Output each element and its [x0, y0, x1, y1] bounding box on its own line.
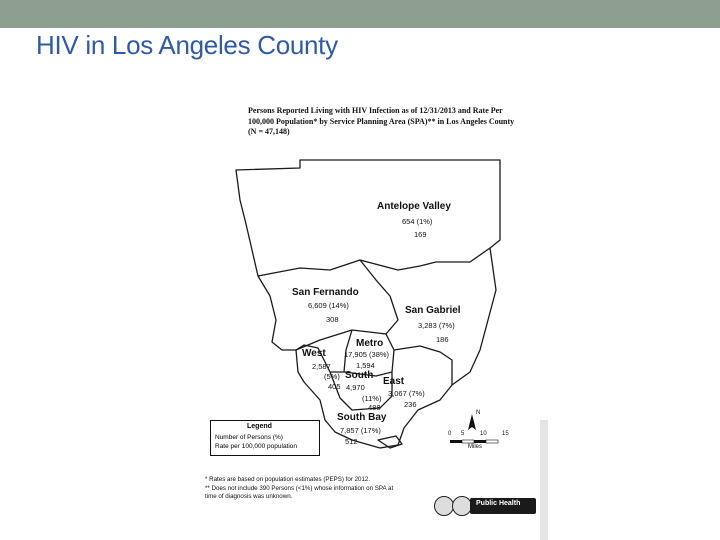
region-count-antelope-valley: 654 (1%) [402, 217, 433, 226]
scale-tick-15: 15 [502, 431, 509, 437]
region-rate-san-gabriel: 186 [436, 335, 449, 344]
region-name-west: West [302, 348, 326, 359]
legend-line-count: Number of Persons (%) [215, 434, 283, 441]
region-rate-san-fernando: 308 [326, 315, 339, 324]
scale-bar [446, 410, 516, 461]
department-seal-icon [452, 496, 472, 516]
scale-tick-5: 5 [461, 431, 465, 437]
region-count-south-pct: (11%) [362, 394, 382, 403]
scale-unit: Miles [468, 444, 483, 450]
region-count-south-bay: 7,857 (17%) [340, 426, 381, 435]
slide-title: HIV in Los Angeles County [36, 30, 338, 60]
region-name-east: East [383, 376, 405, 387]
region-count-east: 3,067 (7%) [388, 389, 425, 398]
scale-tick-0: 0 [448, 431, 452, 437]
map-title: Persons Reported Living with HIV Infection as of 12/31/2013 and Rate Per 100,000 Population* by Service Planning Area (SPA)** in Los Angeles County (N = 47,148) [248, 106, 515, 136]
footnote-1: * Rates are based on population estimates (PEPS) for 2012. [205, 476, 371, 483]
region-name-south: South [345, 370, 374, 381]
region-rate-east: 236 [404, 400, 417, 409]
region-rate-south: 488 [368, 403, 381, 412]
map-footnotes [205, 476, 405, 502]
public-health-logo-text: Public Health [476, 500, 521, 507]
county-seal-icon [434, 496, 454, 516]
agency-logos [432, 494, 542, 520]
footnote-2: ** Does not include 390 Persons (<1%) whose information on SPA at time of diagnosis was unknown. [205, 484, 394, 500]
boundary-sanfernando-sangabriel [360, 260, 398, 334]
scale-tick-10: 10 [480, 431, 487, 437]
boundary-antelope [258, 248, 490, 276]
legend-title: Legend [247, 423, 272, 430]
map-legend [210, 420, 320, 456]
region-count-metro: 17,905 (38%) [344, 350, 390, 359]
region-rate-south-bay: 512 [345, 437, 358, 446]
north-label: N [476, 410, 481, 416]
region-rate-antelope-valley: 169 [414, 230, 427, 239]
region-name-san-gabriel: San Gabriel [405, 305, 461, 316]
region-name-san-fernando: San Fernando [292, 287, 359, 298]
image-edge-strip [540, 420, 548, 540]
region-count-san-gabriel: 3,283 (7%) [418, 321, 455, 330]
region-name-south-bay: South Bay [337, 412, 387, 423]
legend-line-rate: Rate per 100,000 population [215, 443, 298, 450]
region-count-south: 4,970 [346, 383, 365, 392]
region-name-antelope-valley: Antelope Valley [377, 201, 451, 212]
region-count-west-pct: (5%) [324, 372, 340, 381]
region-rate-metro: 1,594 [356, 361, 375, 370]
region-count-west: 2,587 [312, 362, 331, 371]
region-name-metro: Metro [356, 338, 384, 349]
region-count-san-fernando: 6,609 (14%) [308, 301, 349, 310]
region-rate-west: 405 [328, 382, 341, 391]
public-health-logo [470, 498, 536, 514]
